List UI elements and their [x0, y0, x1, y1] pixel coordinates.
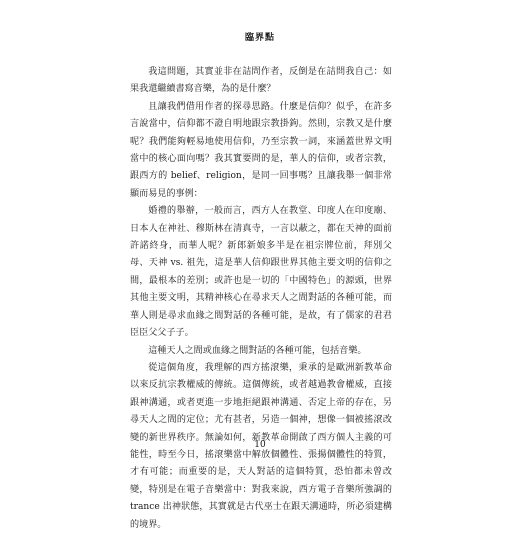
running-header: 臨界點: [244, 33, 275, 43]
paragraph: 這種天人之間或血緣之間對話的各種可能，包括音樂。: [148, 345, 367, 356]
page-number: 10: [254, 440, 266, 450]
paragraph: 我這問題，其實並非在詰問作者，反倒是在詰問我自己：如果我還繼續書寫音樂，為的是什麼？: [130, 67, 392, 95]
paragraph: 婚禮的舉辦，一般而言，西方人在教堂、印度人在印度廟、日本人在神社、穆斯林在清真寺，一言以蔽之，都在天神的面前許諾終身，而華人呢？新郎新娘多半是在祖宗牌位前，拜別父母、天神 vs. 祖先，這是華人信仰跟世界其他主要文明的信仰之間，最根本的差別；或許也是一切的「中國特色」的源頭，世界其他主要文明，其精神核心在尋求天人之間對話的各種可能，而華人則是尋求血緣之間對話的各種可能，是故，有了儒家的君君臣臣父父子子。: [130, 206, 392, 339]
paragraph: 從這個角度，我理解的西方搖滾樂，秉承的是歐洲新教革命以來反抗宗教權威的傳統。這個傳統，或者越過教會權威，直接跟神溝通，或者更進一步地拒絕跟神溝通、否定上帝的存在，另尋天人之間的定位；尤有甚者，另造一個神，想像一個被搖滾改變的新世界秩序。無論如何，新教革命開啟了西方個人主義的可能性，時至今日，搖滾樂當中解放個體性、張揚個體性的特質，才有可能；而重要的是，天人對話的這個特質，恐怕都未曾改變，特別是在電子音樂當中：對我來說，西方電子音樂所強調的 trance 出神狀態，其實就是古代巫士在跟天溝通時，所必須建構的境界。: [130, 362, 392, 530]
body-text: [130, 64, 392, 534]
paragraph: 且讓我們借用作者的探尋思路。什麼是信仰？似乎，在許多言說當中，信仰都不證自明地跟宗教掛鉤。然則，宗教又是什麼呢？我們能夠輕易地使用信仰，乃至宗教一詞，來涵蓋世界文明當中的核心面向嗎？我其實要問的是，華人的信仰，或者宗教，跟西方的 belief、religion，是同一回事嗎？且讓我舉一個非常顯而易見的事例：: [130, 101, 392, 199]
